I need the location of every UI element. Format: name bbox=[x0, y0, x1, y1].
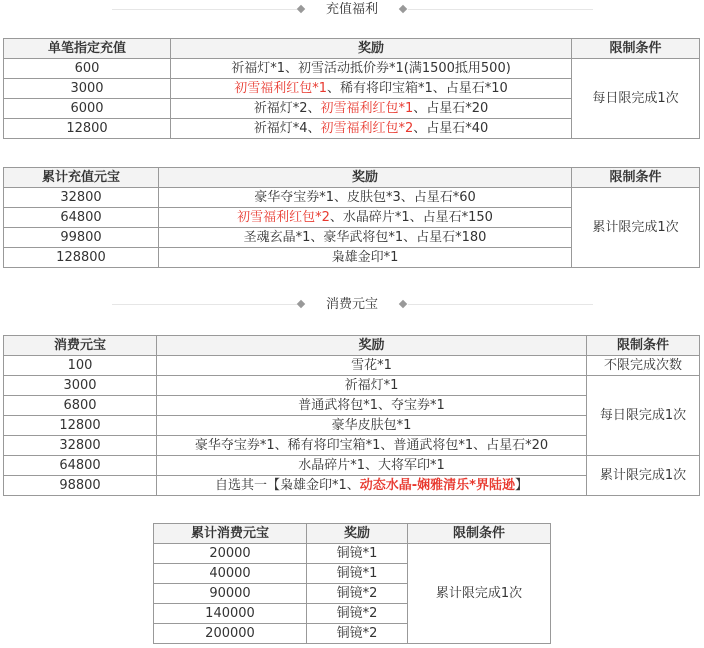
reward-cell bbox=[171, 79, 572, 99]
amount-cell: 6800 bbox=[4, 396, 157, 416]
reward-text: 、占星石*20 bbox=[413, 100, 489, 116]
reward-cell bbox=[159, 248, 572, 268]
amount-cell: 3000 bbox=[4, 79, 171, 99]
table-header-row bbox=[4, 168, 700, 188]
amount-cell: 64800 bbox=[4, 456, 157, 476]
cumulative-consume-table bbox=[153, 523, 551, 644]
limit-cell: 不限完成次数 bbox=[587, 356, 700, 376]
column-header: 限制条件 bbox=[587, 336, 700, 356]
column-header: 限制条件 bbox=[572, 168, 700, 188]
reward-cell: 铜镜*2 bbox=[307, 624, 408, 644]
column-header: 限制条件 bbox=[572, 39, 700, 59]
limit-cell: 累计限完成1次 bbox=[408, 544, 551, 644]
reward-cell: 雪花*1 bbox=[157, 356, 587, 376]
amount-cell: 140000 bbox=[154, 604, 307, 624]
limit-cell: 累计限完成1次 bbox=[587, 456, 700, 496]
reward-text: 圣魂玄晶*1、豪华武将包*1、占星石*180 bbox=[243, 229, 487, 245]
table-row bbox=[4, 456, 700, 476]
section-title-recharge: 充值福利 bbox=[325, 2, 378, 17]
reward-text: 祈福灯*2、 bbox=[253, 100, 321, 116]
reward-text: 】 bbox=[514, 477, 528, 493]
amount-cell: 64800 bbox=[4, 208, 159, 228]
limit-cell: 每日限完成1次 bbox=[587, 376, 700, 456]
section-title-consume: 消费元宝 bbox=[325, 297, 378, 312]
amount-cell: 12800 bbox=[4, 416, 157, 436]
reward-cell bbox=[159, 208, 572, 228]
table-row bbox=[4, 356, 700, 376]
reward-cell bbox=[171, 99, 572, 119]
table-header-row bbox=[4, 336, 700, 356]
reward-cell: 铜镜*2 bbox=[307, 604, 408, 624]
amount-cell: 98800 bbox=[4, 476, 157, 496]
column-header: 单笔指定充值 bbox=[4, 39, 171, 59]
reward-cell bbox=[157, 476, 587, 496]
amount-cell: 100 bbox=[4, 356, 157, 376]
reward-text: 自选其一【枭雄金印*1、 bbox=[215, 477, 360, 493]
reward-text: 祈福灯*1、初雪活动抵价券*1(满1500抵用500) bbox=[231, 60, 511, 76]
highlight-reward-text: 初雪福利红包*1 bbox=[234, 80, 327, 96]
section-divider-consume bbox=[0, 295, 704, 315]
reward-cell bbox=[171, 59, 572, 79]
amount-cell: 32800 bbox=[4, 188, 159, 208]
column-header: 限制条件 bbox=[408, 524, 551, 544]
reward-cell: 祈福灯*1 bbox=[157, 376, 587, 396]
amount-cell: 3000 bbox=[4, 376, 157, 396]
reward-text: 祈福灯*4、 bbox=[253, 120, 321, 136]
amount-cell: 600 bbox=[4, 59, 171, 79]
reward-cell bbox=[171, 119, 572, 139]
reward-text: 豪华夺宝券*1、皮肤包*3、占星石*60 bbox=[254, 189, 476, 205]
amount-cell: 99800 bbox=[4, 228, 159, 248]
amount-cell: 12800 bbox=[4, 119, 171, 139]
reward-cell: 铜镜*1 bbox=[307, 564, 408, 584]
reward-text: 、水晶碎片*1、占星石*150 bbox=[329, 209, 493, 225]
table-row bbox=[4, 376, 700, 396]
highlight-reward-text: 初雪福利红包*2 bbox=[320, 120, 414, 136]
limit-cell: 累计限完成1次 bbox=[572, 188, 700, 268]
single-recharge-table bbox=[3, 38, 700, 139]
consume-table bbox=[3, 335, 700, 496]
table-header-row bbox=[154, 524, 551, 544]
table-row bbox=[4, 188, 700, 208]
amount-cell: 40000 bbox=[154, 564, 307, 584]
amount-cell: 20000 bbox=[154, 544, 307, 564]
column-header: 累计消费元宝 bbox=[154, 524, 307, 544]
reward-cell bbox=[159, 188, 572, 208]
amount-cell: 32800 bbox=[4, 436, 157, 456]
table-row bbox=[4, 59, 700, 79]
reward-cell: 水晶碎片*1、大将军印*1 bbox=[157, 456, 587, 476]
section-divider-recharge bbox=[0, 0, 704, 20]
reward-cell: 普通武将包*1、夺宝券*1 bbox=[157, 396, 587, 416]
limit-cell: 每日限完成1次 bbox=[572, 59, 700, 139]
reward-cell: 铜镜*1 bbox=[307, 544, 408, 564]
highlight-reward-text: 初雪福利红包*1 bbox=[320, 100, 414, 116]
highlight-reward-text: 动态水晶-娴雅清乐*界陆逊 bbox=[359, 477, 515, 493]
amount-cell: 200000 bbox=[154, 624, 307, 644]
reward-text: 、占星石*40 bbox=[413, 120, 489, 136]
reward-cell: 豪华皮肤包*1 bbox=[157, 416, 587, 436]
reward-text: 、稀有将印宝箱*1、占星石*10 bbox=[326, 80, 508, 96]
column-header: 奖励 bbox=[307, 524, 408, 544]
column-header: 奖励 bbox=[171, 39, 572, 59]
column-header: 奖励 bbox=[159, 168, 572, 188]
amount-cell: 90000 bbox=[154, 584, 307, 604]
column-header: 累计充值元宝 bbox=[4, 168, 159, 188]
highlight-reward-text: 初雪福利红包*2 bbox=[237, 209, 330, 225]
table-header-row bbox=[4, 39, 700, 59]
table-row bbox=[154, 544, 551, 564]
cumulative-recharge-table bbox=[3, 167, 700, 268]
reward-text: 枭雄金印*1 bbox=[331, 249, 399, 265]
amount-cell: 128800 bbox=[4, 248, 159, 268]
column-header: 消费元宝 bbox=[4, 336, 157, 356]
reward-cell: 豪华夺宝券*1、稀有将印宝箱*1、普通武将包*1、占星石*20 bbox=[157, 436, 587, 456]
amount-cell: 6000 bbox=[4, 99, 171, 119]
reward-cell bbox=[159, 228, 572, 248]
reward-cell: 铜镜*2 bbox=[307, 584, 408, 604]
column-header: 奖励 bbox=[157, 336, 587, 356]
